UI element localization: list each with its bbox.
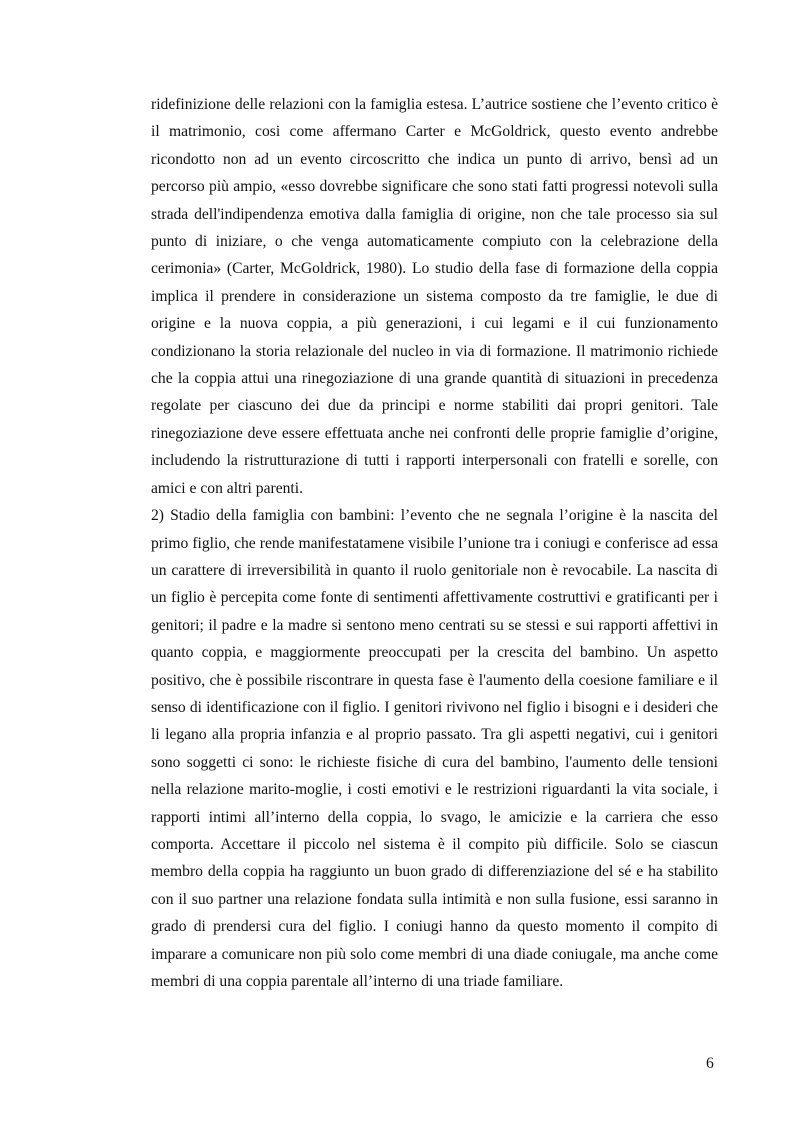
body-text (151, 91, 718, 995)
page-number: 6 (706, 1055, 714, 1072)
paragraph-family-formation: ridefinizione delle relazioni con la famiglia estesa. L’autrice sostiene che l’evento critico è il matrimonio, cosi come affermano Carter e McGoldrick, questo evento andrebbe ricondotto non ad un evento circoscritto che indica un punto di arrivo, bensì ad un percorso più ampio, «esso dovrebbe significare che sono stati fatti progressi notevoli sulla strada dell'indipendenza emotiva dalla famiglia di origine, non che tale processo sia sul punto di iniziare, o che venga automaticamente compiuto con la celebrazione della cerimonia» (Carter, McGoldrick, 1980). Lo studio della fase di formazione della coppia implica il prendere in considerazione un sistema composto da tre famiglie, le due di origine e la nuova coppia, a più generazioni, i cui legami e il cui funzionamento condizionano la storia relazionale del nucleo in via di formazione. Il matrimonio richiede che la coppia attui una rinegoziazione di una grande quantità di situazioni in precedenza regolate per ciascuno dei due da principi e norme stabiliti dai propri genitori. Tale rinegoziazione deve essere effettuata anche nei confronti delle proprie famiglie d’origine, includendo la ristrutturazione di tutti i rapporti interpersonali con fratelli e sorelle, con amici e con altri parenti. (151, 96, 718, 497)
paragraph-family-with-children: 2) Stadio della famiglia con bambini: l’evento che ne segnala l’origine è la nascita del primo figlio, che rende manifestatamene visibile l’unione tra i coniugi e conferisce ad essa un carattere di irreversibilità in quanto il ruolo genitoriale non è revocabile. La nascita di un figlio è percepita come fonte di sentimenti affettivamente costruttivi e gratificanti per i genitori; il padre e la madre si sentono meno centrati su se stessi e sui rapporti affettivi in quanto coppia, e maggiormente preoccupati per la crescita del bambino. Un aspetto positivo, che è possibile riscontrare in questa fase è l'aumento della coesione familiare e il senso di identificazione con il figlio. I genitori rivivono nel figlio i bisogni e i desideri che li legano alla propria infanzia e al proprio passato. Tra gli aspetti negativi, cui i genitori sono soggetti ci sono: le richieste fisiche di cura del bambino, l'aumento delle tensioni nella relazione marito-moglie, i costi emotivi e le restrizioni riguardanti la vita sociale, i rapporti intimi all’interno della coppia, lo svago, le amicizie e la carriera che esso comporta. Accettare il piccolo nel sistema è il compito più difficile. Solo se ciascun membro della coppia ha raggiunto un buon grado di differenziazione del sé e ha stabilito con il suo partner una relazione fondata sulla intimità e non sulla fusione, essi saranno in grado di prendersi cura del figlio. I coniugi hanno da questo momento il compito di imparare a comunicare non più solo come membri di una diade coniugale, ma anche come membri di una coppia parentale all’interno di una triade familiare. (151, 507, 718, 990)
